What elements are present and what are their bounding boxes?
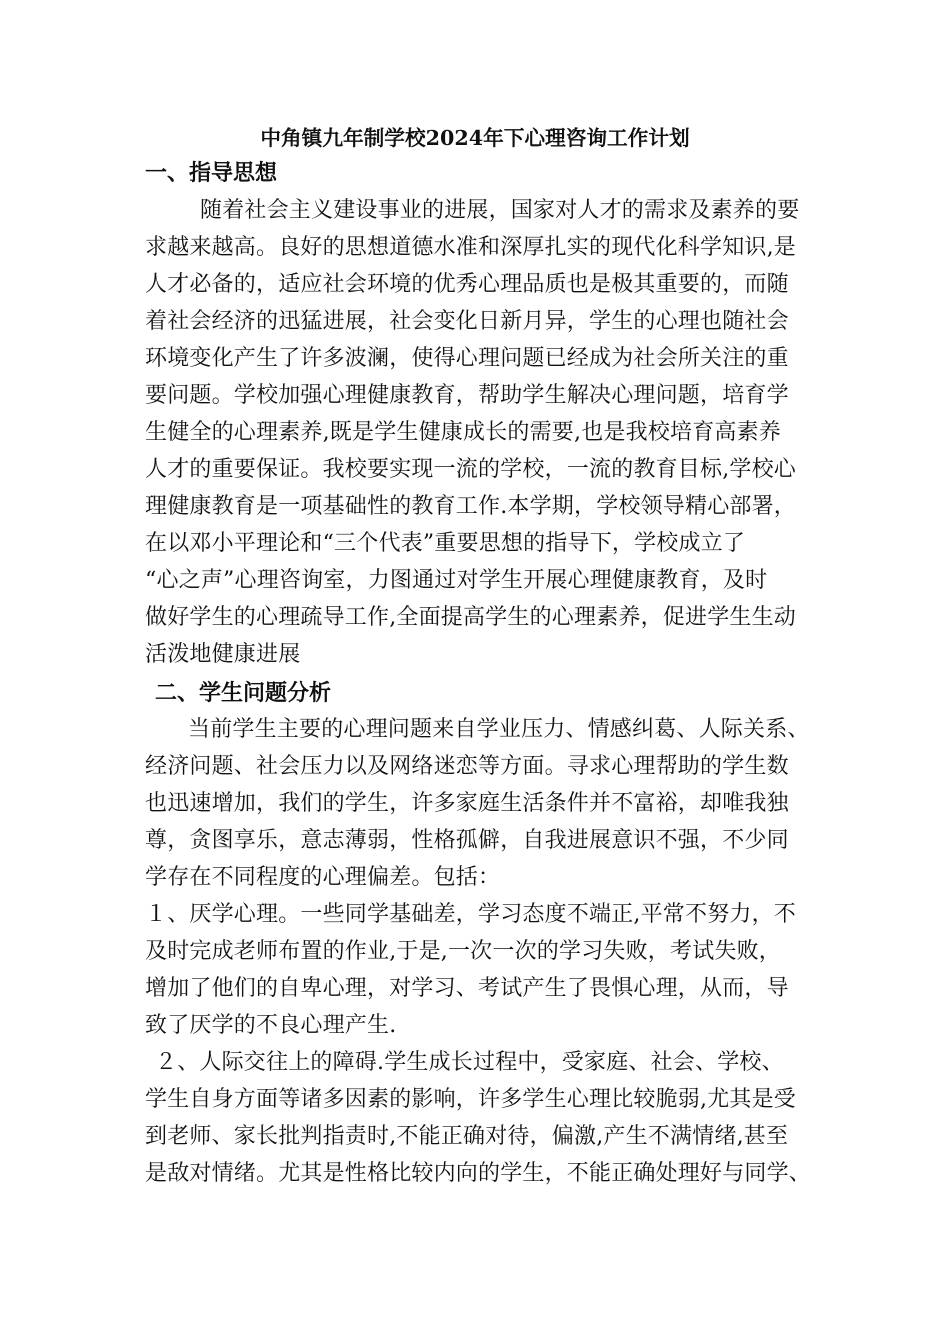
section-heading-student-problems: 二、学生问题分析 [155, 680, 332, 706]
paragraph-line: 活泼地健康进展 [145, 642, 301, 667]
paragraph-line: 环境变化产生了许多波澜，使得心理问题已经成为社会所关注的重 [145, 346, 789, 371]
paragraph-line: 致了厌学的不良心理产生. [145, 1013, 397, 1038]
paragraph-line: 做好学生的心理疏导工作,全面提高学生的心理素养，促进学生生动 [145, 605, 796, 630]
document-title: 中角镇九年制学校2024年下心理咨询工作计划 [260, 126, 690, 150]
paragraph-line: 到老师、家长批判指责时,不能正确对待，偏激,产生不满情绪,甚至 [145, 1124, 789, 1149]
paragraph-line: 尊，贪图享乐，意志薄弱，性格孤僻，自我进展意识不强，不少同 [145, 828, 789, 853]
paragraph-line: 理健康教育是一项基础性的教育工作.本学期，学校领导精心部署， [145, 494, 796, 519]
paragraph-line: 人才必备的，适应社会环境的优秀心理品质也是极其重要的，而随 [145, 272, 789, 297]
paragraph-line: １、厌学心理。一些同学基础差，学习态度不端正,平常不努力，不 [145, 902, 796, 927]
paragraph-line: 着社会经济的迅猛进展，社会变化日新月异，学生的心理也随社会 [145, 309, 789, 334]
paragraph-line: ２、人际交往上的障碍.学生成长过程中，受家庭、社会、学校、 [155, 1050, 784, 1075]
paragraph-line: 当前学生主要的心理问题来自学业压力、情感纠葛、人际关系、 [188, 717, 810, 742]
paragraph-line: 要问题。学校加强心理健康教育，帮助学生解决心理问题，培育学 [145, 383, 789, 408]
paragraph-line: 学生自身方面等诸多因素的影响，许多学生心理比较脆弱,尤其是受 [145, 1087, 796, 1112]
paragraph-line: 是敌对情绪。尤其是性格比较内向的学生，不能正确处理好与同学、 [145, 1161, 812, 1186]
paragraph-line: 及时完成老师布置的作业,于是,一次一次的学习失败，考试失败， [145, 939, 781, 964]
paragraph-line: 求越来越高。良好的思想道德水准和深厚扎实的现代化科学知识,是 [145, 235, 796, 260]
paragraph-line: 随着社会主义建设事业的进展，国家对人才的需求及素养的要 [200, 198, 800, 223]
paragraph-line: 生健全的心理素养,既是学生健康成长的需要,也是我校培育高素养 [145, 420, 781, 445]
paragraph-line: 也迅速增加，我们的学生，许多家庭生活条件并不富裕，却唯我独 [145, 791, 789, 816]
section-heading-guiding-thought: 一、指导思想 [145, 160, 278, 186]
paragraph-line: 经济问题、社会压力以及网络迷恋等方面。寻求心理帮助的学生数 [145, 754, 789, 779]
paragraph-line: 在以邓小平理论和“三个代表”重要思想的指导下，学校成立了 [145, 531, 746, 556]
paragraph-line: 学存在不同程度的心理偏差。包括： [145, 865, 501, 890]
paragraph-line: “心之声”心理咨询室，力图通过对学生开展心理健康教育，及时 [145, 568, 768, 593]
paragraph-line: 人才的重要保证。我校要实现一流的学校，一流的教育目标,学校心 [145, 457, 796, 482]
paragraph-line: 增加了他们的自卑心理，对学习、考试产生了畏惧心理，从而，导 [145, 976, 789, 1001]
